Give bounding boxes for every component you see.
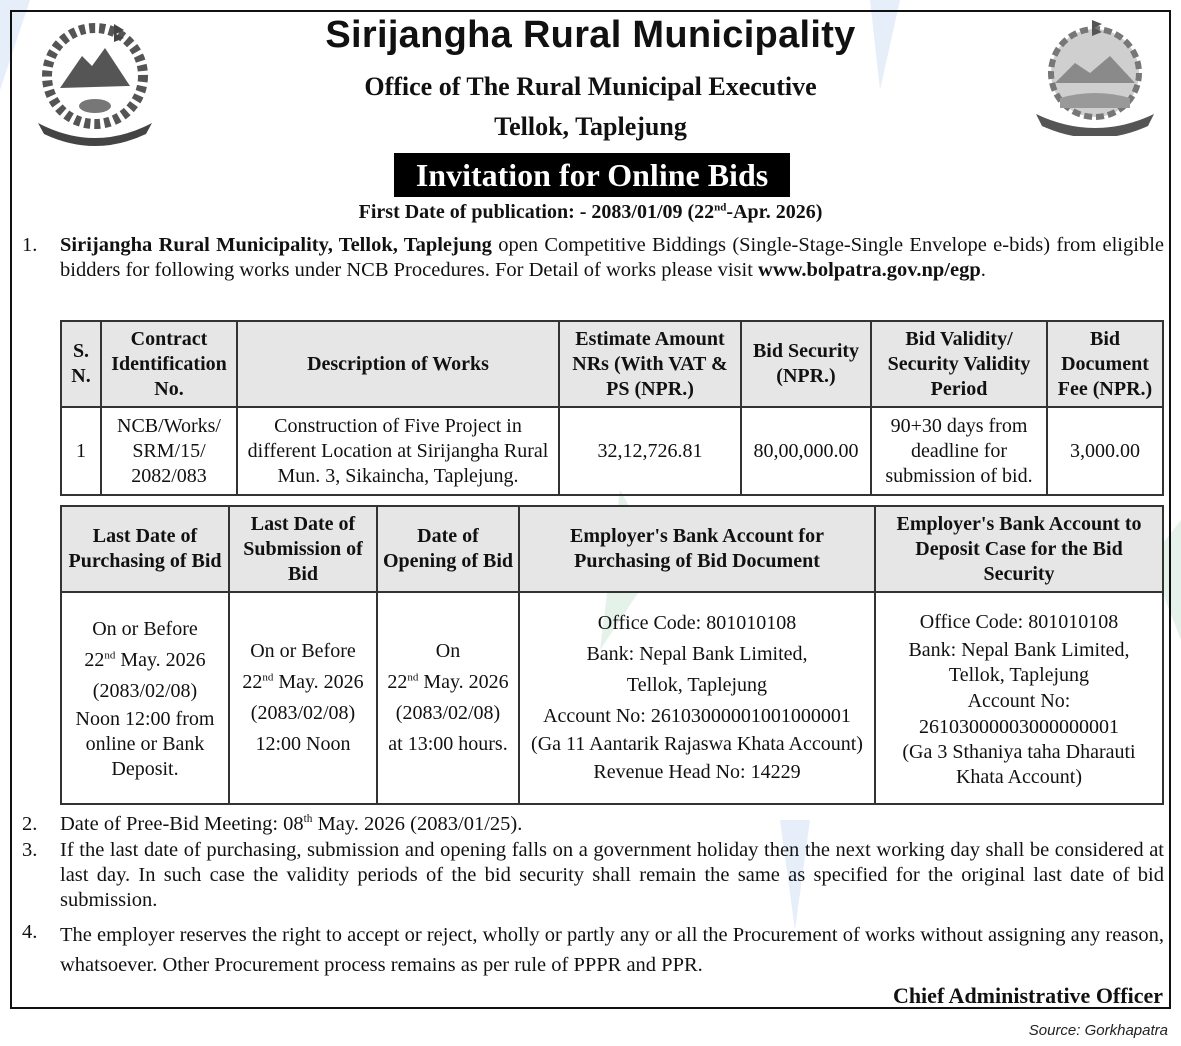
col-purchase-account: Employer's Bank Account for Purchasing of Bid Document bbox=[519, 506, 875, 592]
col-purchase-date: Last Date of Purchasing of Bid bbox=[61, 506, 229, 592]
cell-submission-date: On or Before 22nd May. 2026 (2083/02/08) 12:00 Noon bbox=[229, 592, 377, 804]
table-row bbox=[61, 407, 1163, 495]
works-table-header bbox=[61, 321, 1163, 407]
item-number: 2. bbox=[22, 813, 38, 835]
col-contract-id: Contract Identification No. bbox=[101, 321, 237, 407]
organization-title: Sirijangha Rural Municipality bbox=[325, 14, 856, 56]
cell-security-account: Office Code: 801010108 Bank: Nepal Bank Limited, Tellok, Taplejung Account No: 26103000003000000001 (Ga 3 Sthaniya taha Dharauti Khata Account) bbox=[875, 592, 1163, 804]
publication-date: First Date of publication: - 2083/01/09 (22nd-Apr. 2026) bbox=[358, 201, 823, 223]
dates-table bbox=[60, 505, 1164, 805]
office-subtitle: Office of The Rural Municipal Executive bbox=[364, 72, 817, 101]
notice-banner: Invitation for Online Bids bbox=[394, 153, 790, 197]
col-description: Description of Works bbox=[237, 321, 559, 407]
dates-table-header bbox=[61, 506, 1163, 592]
item-number: 3. bbox=[22, 839, 38, 861]
col-validity: Bid Validity/ Security Validity Period bbox=[871, 321, 1047, 407]
col-opening-date: Date of Opening of Bid bbox=[377, 506, 519, 592]
item-number: 1. bbox=[22, 234, 38, 256]
office-location: Tellok, Taplejung bbox=[494, 112, 687, 141]
cell-bid-security: 80,00,000.00 bbox=[741, 407, 871, 495]
col-estimate: Estimate Amount NRs (With VAT & PS (NPR.) bbox=[559, 321, 741, 407]
note-employer-rights: The employer reserves the right to accept or reject, wholly or partly any or all the Procurement of works without assigning any reason, whatsoever. Other Procurement process remains as per rule of PPPR and PPR. bbox=[60, 924, 1164, 976]
intro-paragraph: Sirijangha Rural Municipality, Tellok, Taplejung open Competitive Biddings (Single-Stage-Single Envelope e-bids) from eligible bidders for following works under NCB Procedures. For Detail of works please visit www.bolpatra.gov.np/egp. bbox=[60, 234, 1164, 281]
works-table bbox=[60, 320, 1164, 496]
cell-purchase-date: On or Before 22nd May. 2026 (2083/02/08) Noon 12:00 from online or Bank Deposit. bbox=[61, 592, 229, 804]
item-number: 4. bbox=[22, 921, 38, 943]
col-security-account: Employer's Bank Account to Deposit Case for the Bid Security bbox=[875, 506, 1163, 592]
cell-description: Construction of Five Project in different Location at Sirijangha Rural Mun. 3, Sikaincha, Taplejung. bbox=[237, 407, 559, 495]
col-bid-security: Bid Security (NPR.) bbox=[741, 321, 871, 407]
cell-contract-id: NCB/Works/ SRM/15/ 2082/083 bbox=[101, 407, 237, 495]
table-row bbox=[61, 592, 1163, 804]
col-submission-date: Last Date of Submission of Bid bbox=[229, 506, 377, 592]
source-credit: Source: Gorkhapatra bbox=[1028, 1022, 1168, 1039]
col-sn: S. N. bbox=[61, 321, 101, 407]
note-holiday-rule: If the last date of purchasing, submission and opening falls on a government holiday then the next working day shall be considered at last day. In such case the validity periods of the bid security shall remain the same as specified for the original last date of bid submission. bbox=[60, 839, 1164, 911]
cell-estimate: 32,12,726.81 bbox=[559, 407, 741, 495]
bolpatra-link[interactable]: www.bolpatra.gov.np/egp bbox=[758, 259, 981, 281]
col-doc-fee: Bid Document Fee (NPR.) bbox=[1047, 321, 1163, 407]
cell-doc-fee: 3,000.00 bbox=[1047, 407, 1163, 495]
cell-opening-date: On 22nd May. 2026 (2083/02/08) at 13:00 hours. bbox=[377, 592, 519, 804]
intro-bold-lead: Sirijangha Rural Municipality, Tellok, Taplejung bbox=[60, 234, 492, 256]
cell-sn: 1 bbox=[61, 407, 101, 495]
signatory: Chief Administrative Officer bbox=[892, 983, 1163, 1008]
cell-validity: 90+30 days from deadline for submission of bid. bbox=[871, 407, 1047, 495]
cell-purchase-account: Office Code: 801010108 Bank: Nepal Bank Limited, Tellok, Taplejung Account No: 26103000001001000001 (Ga 11 Aantarik Rajaswa Khata Account) Revenue Head No: 14229 bbox=[519, 592, 875, 804]
note-prebid-meeting: Date of Pree-Bid Meeting: 08th May. 2026 (2083/01/25). bbox=[60, 813, 523, 835]
